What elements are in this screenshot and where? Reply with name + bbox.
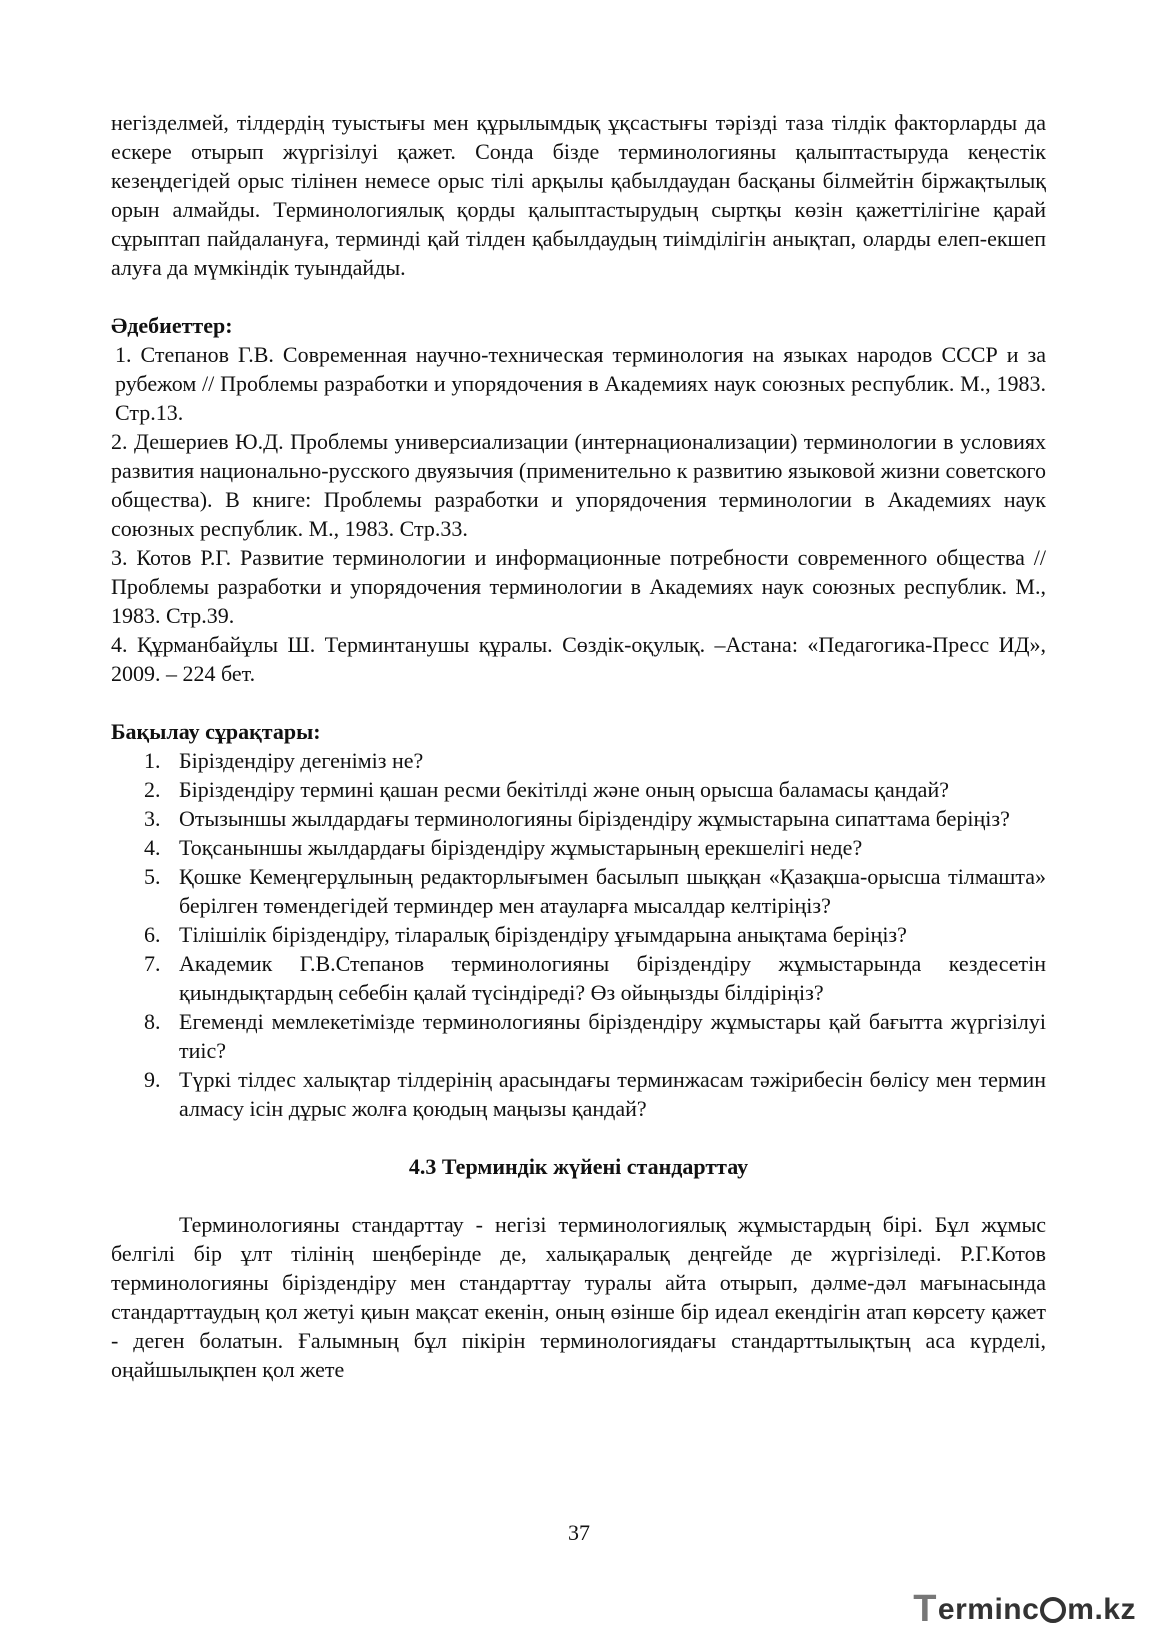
- question-text: Қошке Кемеңгерұлының редакторлығымен басылып шыққан «Қазақша-орысша тілмашта» берілген төмендегідей терминдер мен атауларға мысалдар келтіріңіз?: [179, 864, 1046, 918]
- question-number: 5.: [144, 864, 161, 889]
- question-number: 4.: [144, 835, 161, 860]
- question-number: 1.: [144, 748, 161, 773]
- question-number: 8.: [144, 1009, 161, 1034]
- section-paragraph: Терминологияны стандарттау - негізі терминологиялық жұмыстардың бірі. Бұл жұмыс белгілі бір ұлт тілінің шеңберінде де, халықаралық деңгейде де жүргізіледі. Р.Г.Котов терминологияны біріздендіру мен стандарттау туралы айта отырып, дәлме-дәл мағынасында стандарттаудың қол жетуі қиын мақсат екенін, оның өзінше бір идеал екендігін атап көрсету қажет - деген болатын. Ғалымның бұл пікірін терминологиядағы стандарттылықтың аса күрделі, оңайшылықпен қол жете: [111, 1212, 1046, 1382]
- question-item: [111, 862, 1046, 920]
- question-item: [111, 804, 1046, 833]
- questions-heading: Бақылау сұрақтары:: [111, 719, 321, 744]
- question-item: [111, 746, 1046, 775]
- question-item: [111, 775, 1046, 804]
- literature-item: 4. Құрманбайұлы Ш. Терминтанушы құралы. Сөздік-оқулық. –Астана: «Педагогика-Пресс ИД», 2009. – 224 бет.: [111, 632, 1046, 686]
- question-number: 7.: [144, 951, 161, 976]
- question-text: Біріздендіру термині қашан ресми бекітілді және оның орысша баламасы қандай?: [179, 777, 949, 802]
- question-text: Түркі тілдес халықтар тілдерінің арасындағы терминжасам тәжірибесін бөлісу мен термин алмасу ісін дұрыс жолға қоюдың маңызы қандай?: [179, 1067, 1046, 1121]
- literature-heading: Әдебиеттер:: [111, 313, 233, 338]
- question-item: [111, 949, 1046, 1007]
- question-text: Егеменді мемлекетімізде терминологияны біріздендіру жұмыстары қай бағытта жүргізілуі тиіс?: [179, 1009, 1046, 1063]
- question-text: Тоқсаныншы жылдардағы біріздендіру жұмыстарының ерекшелігі неде?: [179, 835, 863, 860]
- literature-item: 2. Дешериев Ю.Д. Проблемы универсиализации (интернационализации) терминологии в условиях развития национально-русского двуязычия (применительно к развитию языковой жизни советского общества). В книге: Проблемы разработки и упорядочения терминологии в Академиях наук союзных республик. М., 1983. Стр.33.: [111, 429, 1046, 541]
- question-item: [111, 833, 1046, 862]
- question-number: 6.: [144, 922, 161, 947]
- section-title: 4.3 Терминдік жүйені стандарттау: [408, 1154, 749, 1179]
- intro-paragraph: негізделмей, тілдердің туыстығы мен құрылымдық ұқсастығы тәрізді таза тілдік факторларды да ескере отырып жүргізілуі қажет. Сонда бізде терминологияны қалыптастыруда кеңестік кезеңдегідей орыс тілінен немесе орыс тілі арқылы қабылдаудан басқаны білмейтін біржақтылық орын алмайды. Терминологиялық қорды қалыптастырудың сыртқы көзін қажеттілігіне қарай сұрыптап пайдалануға, терминді қай тілден қабылдаудың тиімділігін анықтап, оларды елеп-екшеп алуға да мүмкіндік туындайды.: [111, 110, 1046, 280]
- literature-item: 1. Степанов Г.В. Современная научно-техническая терминология на языках народов СССР и за рубежом // Проблемы разработки и упорядочения в Академиях наук союзных республик. М., 1983. Стр.13.: [115, 342, 1046, 425]
- logo-ring-icon: [1040, 1597, 1066, 1623]
- literature-list: [111, 340, 1046, 688]
- question-number: 9.: [144, 1067, 161, 1092]
- literature-item: 3. Котов Р.Г. Развитие терминологии и информационные потребности современного общества // Проблемы разработки и упорядочения терминологии в Академиях наук союзных республик. М., 1983. Стр.39.: [111, 545, 1046, 628]
- question-item: [111, 1065, 1046, 1123]
- question-text: Тілішілік біріздендіру, тіларалық біріздендіру ұғымдарына анықтама беріңіз?: [179, 922, 907, 947]
- page-number: 37: [568, 1520, 590, 1545]
- question-text: Отызыншы жылдардағы терминологияны біріздендіру жұмыстарына сипаттама беріңіз?: [179, 806, 1010, 831]
- document-page: [111, 108, 1046, 1384]
- question-number: 2.: [144, 777, 161, 802]
- question-number: 3.: [144, 806, 161, 831]
- logo-letter-t: T: [913, 1588, 937, 1630]
- termincom-logo[interactable]: [913, 1588, 1136, 1631]
- questions-list: [111, 746, 1046, 1123]
- question-item: [111, 1007, 1046, 1065]
- logo-text-start: erminc: [937, 1592, 1040, 1626]
- logo-text-end: m.kz: [1067, 1592, 1136, 1626]
- question-text: Академик Г.В.Степанов терминологияны біріздендіру жұмыстарында кездесетін қиындықтардың себебін қалай түсіндіреді? Өз ойыңызды білдіріңіз?: [179, 951, 1046, 1005]
- question-text: Біріздендіру дегеніміз не?: [179, 748, 424, 773]
- question-item: [111, 920, 1046, 949]
